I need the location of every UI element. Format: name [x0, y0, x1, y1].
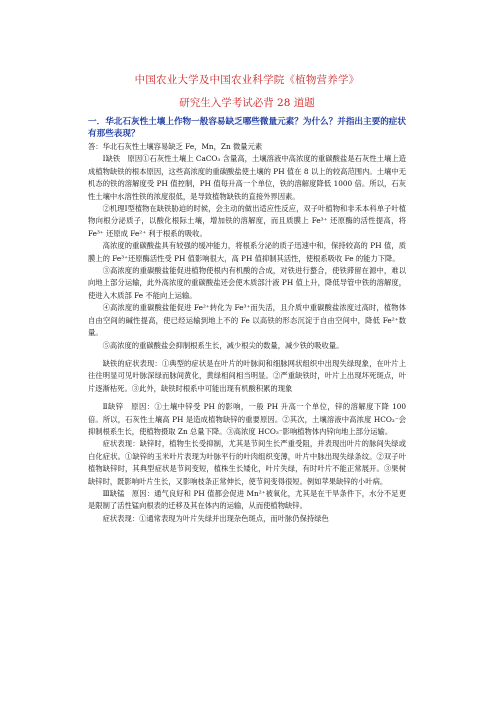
paragraph-iron-cause-2: ②机理Ⅰ型植物在缺铁胁迫的时候，会主动的做出适应性反应，双子叶植物和非禾本科单子叶植物向根分泌质子，以酸化根际土壤，增加铁的溶解度，而且质膜上 Fe³⁺ 还原酶的活性提高，将 Fe³⁺ 还原成 Fe²⁺ 利于根系的吸收。 — [88, 204, 406, 238]
paragraph-iron-symptoms: 缺铁的症状表现：①典型的症状是在叶片的叶脉间和细脉网状组织中出现失绿现象，在叶片上往往明显可见叶脉深绿而脉间黄化，黄绿相间相当明显。②严重缺铁时，叶片上出现坏死斑点，叶片逐渐枯死。③此外，缺铁时根系中可能出现有机酸积累的现象 — [88, 358, 406, 393]
document-title: 中国农业大学及中国农业科学院《植物营养学》 — [134, 74, 360, 86]
paragraph-iron-cause-5: ⑤高浓度的重碳酸盐会抑制根系生长，减少根尖的数量，减少铁的吸收量。 — [102, 340, 344, 350]
paragraph-iron-cause-1: Ⅰ缺铁 原因①石灰性土壤上 CaCO₃ 含量高，土壤溶液中高浓度的重碳酸盐是石灰性土壤上造成植物缺铁的根本原因，这些高浓度的重碳酸盐使土壤的 PH 值在 8 以上的较高范围内。土壤中无机态的铁的溶解度受 PH 值控制，PH 值每升高一个单位，铁的溶解度降低 1000 倍。所以，石灰性土壤中水溶性铁的浓度很低，是导致植物缺铁的直接外界因素。 — [88, 154, 406, 201]
paragraph-manganese-cause: Ⅲ缺锰 原因：通气良好和 PH 值都会促进 Mn²⁺被氧化，尤其是在干旱条件下，水分不足更是限制了活性锰向根表的迁移及其在体内的运输，从而使植物缺锌。 — [88, 488, 406, 511]
question-heading: 一．华北石灰性土壤上作物一般容易缺乏哪些微量元素？为什么？并指出主要的症状有那些表现？ — [88, 117, 406, 139]
paragraph-zinc-symptoms: 症状表现：缺锌时，植物生长受抑制，尤其是节间生长严重受阻，并表现出叶片的脉间失绿或白化症状。①缺锌的玉米叶片表现为叶脉平行的叶肉组织变薄，叶片中脉出现失绿条纹。②双子叶植物缺锌时，其典型症状是节间变短，植株生长矮化，叶片失绿，有时叶片不能正常展开。③果树缺锌时，既影响叶片生长，又影响枝条正常伸长，使节间变得很短。例如苹果缺锌的小叶病。 — [88, 439, 406, 486]
document-subtitle: 研究生入学考试必背 28 道题 — [179, 97, 315, 109]
answer-intro: 答：华北石灰性土壤容易缺乏 Fe，Mn，Zn 微量元素 — [88, 142, 263, 151]
paragraph-zinc-cause: Ⅱ缺锌 原因：①土壤中锌受 PH 的影响，一般 PH 升高一个单位，锌的溶解度下降 100 倍。所以，石灰性土壤高 PH 是造成植物缺锌的重要原因。②其次，土壤溶液中高浓度 HCO₃⁻会抑制根系生长，使植物摄取 Zn 总量下降。③高浓度 HCO₃⁻影响植物体内锌向地上部分运输。 — [88, 402, 406, 436]
paragraph-iron-cause-4: ④高浓度的重碳酸盐能促进 Fe²⁺转化为 Fe³⁺而失活，且介质中重碳酸盐浓度过高时，植物体自由空间的碱性提高，使已经运输到地上不的 Fe 以高铁的形态沉淀于自由空间中，降低 Fe²⁺数量。 — [88, 303, 406, 338]
paragraph-iron-cause-3: ③高浓度的重碳酸盐能促进植物使根内有机酸的合成，对铁进行螯合，使铁滞留在源中，难以向地上部分运输，此外高浓度的重碳酸盐还会使木质部汁液 PH 值上升，降低导管中铁的溶解度，使进入木质部 Fe 不能向上运输。 — [88, 266, 406, 300]
paragraph-iron-bicarbonate: 高浓度的重碳酸盐具有较强的缓冲能力，将根系分泌的质子迅速中和，保持较高的 PH 值，质膜上的 Fe³⁺还原酶活性受 PH 值影响很大，高 PH 值抑制其活性，使根系吸收 Fe 的能力下降。 — [88, 241, 406, 263]
document-page — [88, 62, 406, 525]
paragraph-manganese-symptoms: 症状表现：①通常表现为叶片失绿并出现杂色斑点，而叶脉仍保持绿色 — [102, 513, 329, 523]
